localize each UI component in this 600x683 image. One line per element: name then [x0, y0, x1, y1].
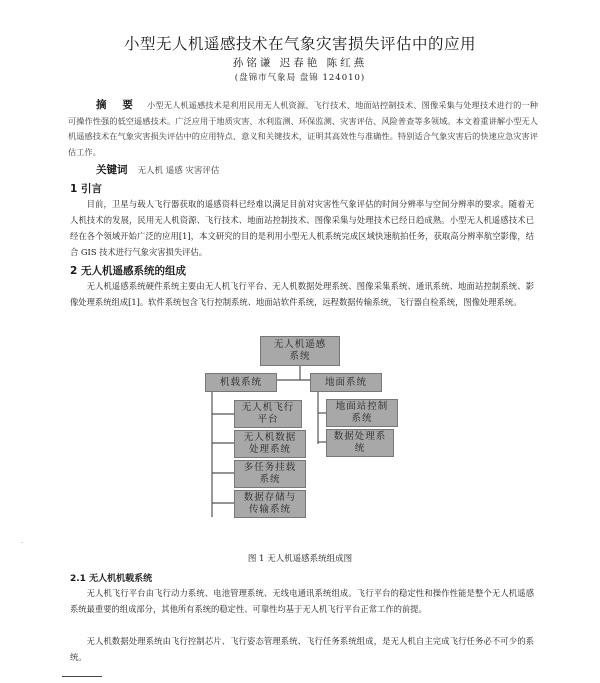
diagram-ground-processing-label: 数据处理系 统	[333, 431, 387, 454]
diagram-root-node	[260, 336, 340, 366]
diagram-flight-platform-node	[234, 400, 302, 428]
page-footer-fragment	[62, 676, 102, 680]
section-1-heading: 1 引言	[70, 183, 102, 195]
section-2-1-paragraph-1: 无人机飞行平台由飞行动力系统、电池管理系统、无线电通讯系统组成。飞行平台的稳定性和操作性能是整个无人机遥感系统最重要的组成部分，其他所有系统的稳定性、可靠性均基于无人机飞行平台正常工作的前提。	[70, 588, 534, 614]
section-1-paragraph: 目前，卫星与载人飞行器获取的遥感资料已经难以满足目前对灾害性气象评估的时间分辨率与空间分辨率的要求。随着无人机技术的发展，民用无人机资源、飞行技术、地面站控制技术、图像采集与处理技术已经日趋成熟。小型无人机遥感技术已经在各个领域开始广泛的应用[1]，本文研究的目的是利用小型无人机系统完成区域快速航拍任务，获取高分辨率航空影像，结合 GIS 技术进行气象灾害损失评估。	[70, 199, 534, 257]
diagram-flight-platform-label: 无人机飞行 平台	[241, 402, 295, 425]
section-2-heading: 2 无人机遥感系统的组成	[70, 265, 186, 277]
system-diagram	[150, 334, 450, 556]
diagram-storage-label: 数据存储与 传输系统	[243, 492, 297, 515]
section-2-paragraph: 无人机遥感系统硬件系统主要由无人机飞行平台、无人机数据处理系统、图像采集系统、通讯系统、地面站控制系统、影像处理系统组成[1]。软件系统包含飞行控制系统、地面站软件系统，远程数据传输系统，飞行器自检系统，图像处理系统。	[70, 281, 534, 307]
abstract-text: 小型无人机遥感技术是利用民用无人机资源、飞行技术、地面站控制技术、图像采集与处理技术进行的一种可操作性强的低空遥感技术。广泛应用于地质灾害、水利监测、环保监测、灾害评估、风险普查等多领域。本文着重讲解小型无人机遥感技术在气象灾害损失评估中的应用特点、意义和关键技术，证明其高效性与准确性。特别适合气象灾害后的快速应急灾害评估工作。	[68, 100, 538, 157]
figure-caption: 图 1 无人机遥感系统组成图	[247, 554, 353, 564]
paper-title: 小型无人机遥感技术在气象灾害损失评估中的应用	[123, 35, 476, 53]
keywords	[96, 162, 219, 177]
diagram-data-processing-node	[234, 430, 306, 458]
section-2-1-paragraph-2: 无人机数据处理系统由飞行控制芯片、飞行姿态管理系统、飞行任务系统组成，是无人机自主完成飞行任务必不可少的系统。	[70, 636, 534, 662]
keywords-label: 关键词	[96, 164, 128, 176]
abstract	[68, 98, 538, 160]
diagram-ground-control-node	[326, 399, 398, 427]
diagram-airborne-node	[205, 373, 277, 392]
paper-authors: 孙铭谦 迟春艳 陈红燕	[232, 57, 368, 69]
diagram-data-processing-label: 无人机数据 处理系统	[243, 432, 297, 455]
scan-mark: ·	[21, 540, 23, 547]
diagram-multi-task-node	[234, 460, 306, 488]
diagram-ground-node	[310, 373, 382, 392]
section-2-1-heading: 2.1 无人机机载系统	[70, 574, 153, 584]
abstract-label: 摘 要	[96, 99, 140, 111]
paper-affiliation: (盘锦市气象局 盘锦 124010)	[234, 73, 366, 83]
diagram-multi-task-label: 多任务挂载 系统	[243, 462, 297, 485]
diagram-ground-label: 地面系统	[324, 376, 367, 388]
diagram-root-label: 无人机遥感 系统	[273, 339, 327, 362]
keywords-text: 无人机 遥感 灾害评估	[137, 166, 220, 176]
diagram-storage-node	[234, 490, 306, 518]
diagram-airborne-label: 机载系统	[219, 376, 262, 388]
diagram-ground-control-label: 地面站控制 系统	[335, 401, 389, 424]
diagram-ground-processing-node	[326, 429, 394, 457]
